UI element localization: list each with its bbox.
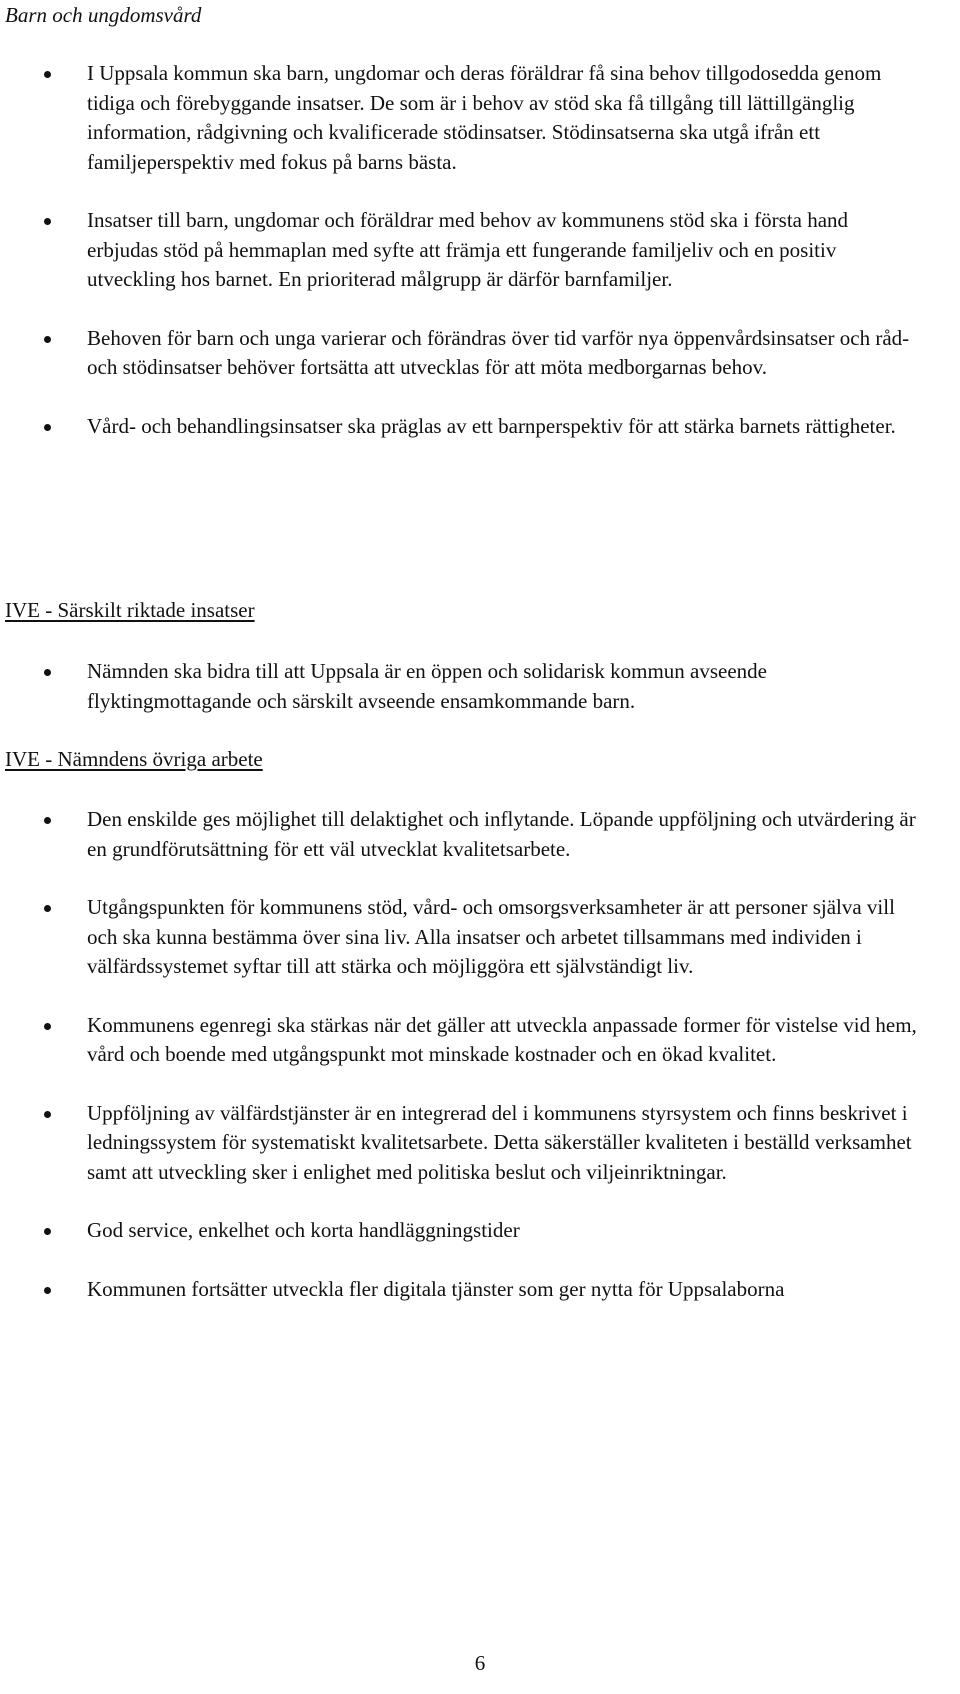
list-item-text: Vård- och behandlingsinsatser ska präglas av ett barnperspektiv för att stärka barnets rättigheter. xyxy=(87,413,896,438)
bullet-list-targeted-efforts xyxy=(0,657,960,716)
section-heading-targeted-efforts: IVE - Särskilt riktade insatser xyxy=(5,598,255,622)
bullet-list-other-work xyxy=(0,805,960,1304)
bullet-icon xyxy=(44,336,51,343)
list-item xyxy=(0,1275,960,1305)
bullet-list-children-youth xyxy=(0,59,960,441)
bullet-icon xyxy=(44,71,51,78)
list-item xyxy=(0,412,960,442)
bullet-icon xyxy=(44,1228,51,1235)
list-item-text: Kommunen fortsätter utveckla fler digitala tjänster som ger nytta för Uppsalaborna xyxy=(87,1276,785,1301)
list-item xyxy=(0,206,960,295)
list-item xyxy=(0,805,960,864)
list-item-text: God service, enkelhet och korta handläggningstider xyxy=(87,1218,520,1242)
section-heading-other-work: IVE - Nämndens övriga arbete xyxy=(5,747,263,771)
list-item-text: Insatser till barn, ungdomar och föräldrar med behov av kommunens stöd ska i första hand erbjudas stöd på hemmaplan med syfte att främja ett fungerande familjeliv och en positiv utveckling hos barnet. En prioriterad målgrupp är därför barnfamiljer. xyxy=(87,208,849,291)
list-item xyxy=(0,893,960,982)
bullet-icon xyxy=(44,905,51,912)
list-item-text: Uppföljning av välfärdstjänster är en integrerad del i kommunens styrsystem och finns beskrivet i ledningssystem för systematiskt kvalitetsarbete. Detta säkerställer kvaliteten i beställd verksamhet samt att utveckling sker i enlighet med politiska beslut och viljeinriktningar. xyxy=(87,1100,912,1184)
list-item-text: Behoven för barn och unga varierar och förändras över tid varför nya öppenvårdsinsatser och råd- och stödinsatser behöver fortsätta att utvecklas för att möta medborgarnas behov. xyxy=(87,325,910,379)
list-item xyxy=(0,1099,960,1188)
bullet-icon xyxy=(44,218,51,225)
bullet-icon xyxy=(44,817,51,824)
bullet-icon xyxy=(44,669,51,676)
section-title: Barn och ungdomsvård xyxy=(5,3,202,27)
list-item-text: Nämnden ska bidra till att Uppsala är en öppen och solidarisk kommun avseende flyktingmottagande och särskilt avseende ensamkommande barn. xyxy=(87,659,767,713)
list-item-text: I Uppsala kommun ska barn, ungdomar och deras föräldrar få sina behov tillgodosedda genom tidiga och förebyggande insatser. De som är i behov av stöd ska få tillgång till lättillgänglig information, rådgivning och kvalificerade stödinsatser. Stödinsatserna ska utgå ifrån ett familjeperspektiv med fokus på barns bästa. xyxy=(87,61,882,174)
list-item xyxy=(0,1011,960,1070)
bullet-icon xyxy=(44,1111,51,1118)
list-item xyxy=(0,657,960,716)
bullet-icon xyxy=(44,1023,51,1030)
bullet-icon xyxy=(44,424,51,431)
bullet-icon xyxy=(44,1287,51,1294)
list-item xyxy=(0,324,960,383)
list-item xyxy=(0,59,960,177)
list-item xyxy=(0,1216,960,1246)
page-number: 6 xyxy=(474,1651,486,1675)
list-item-text: Den enskilde ges möjlighet till delaktighet och inflytande. Löpande uppföljning och utvärdering är en grundförutsättning för ett väl utvecklat kvalitetsarbete. xyxy=(87,807,916,861)
list-item-text: Utgångspunkten för kommunens stöd, vård- och omsorgsverksamheter är att personer själva vill och ska kunna bestämma över sina liv. Alla insatser och arbetet tillsammans med individen i välfärdssystemet syftar till att stärka och möjliggöra ett självständigt liv. xyxy=(87,895,895,978)
list-item-text: Kommunens egenregi ska stärkas när det gäller att utveckla anpassade former för vistelse vid hem, vård och boende med utgångspunkt mot minskade kostnader och en ökad kvalitet. xyxy=(87,1012,917,1066)
